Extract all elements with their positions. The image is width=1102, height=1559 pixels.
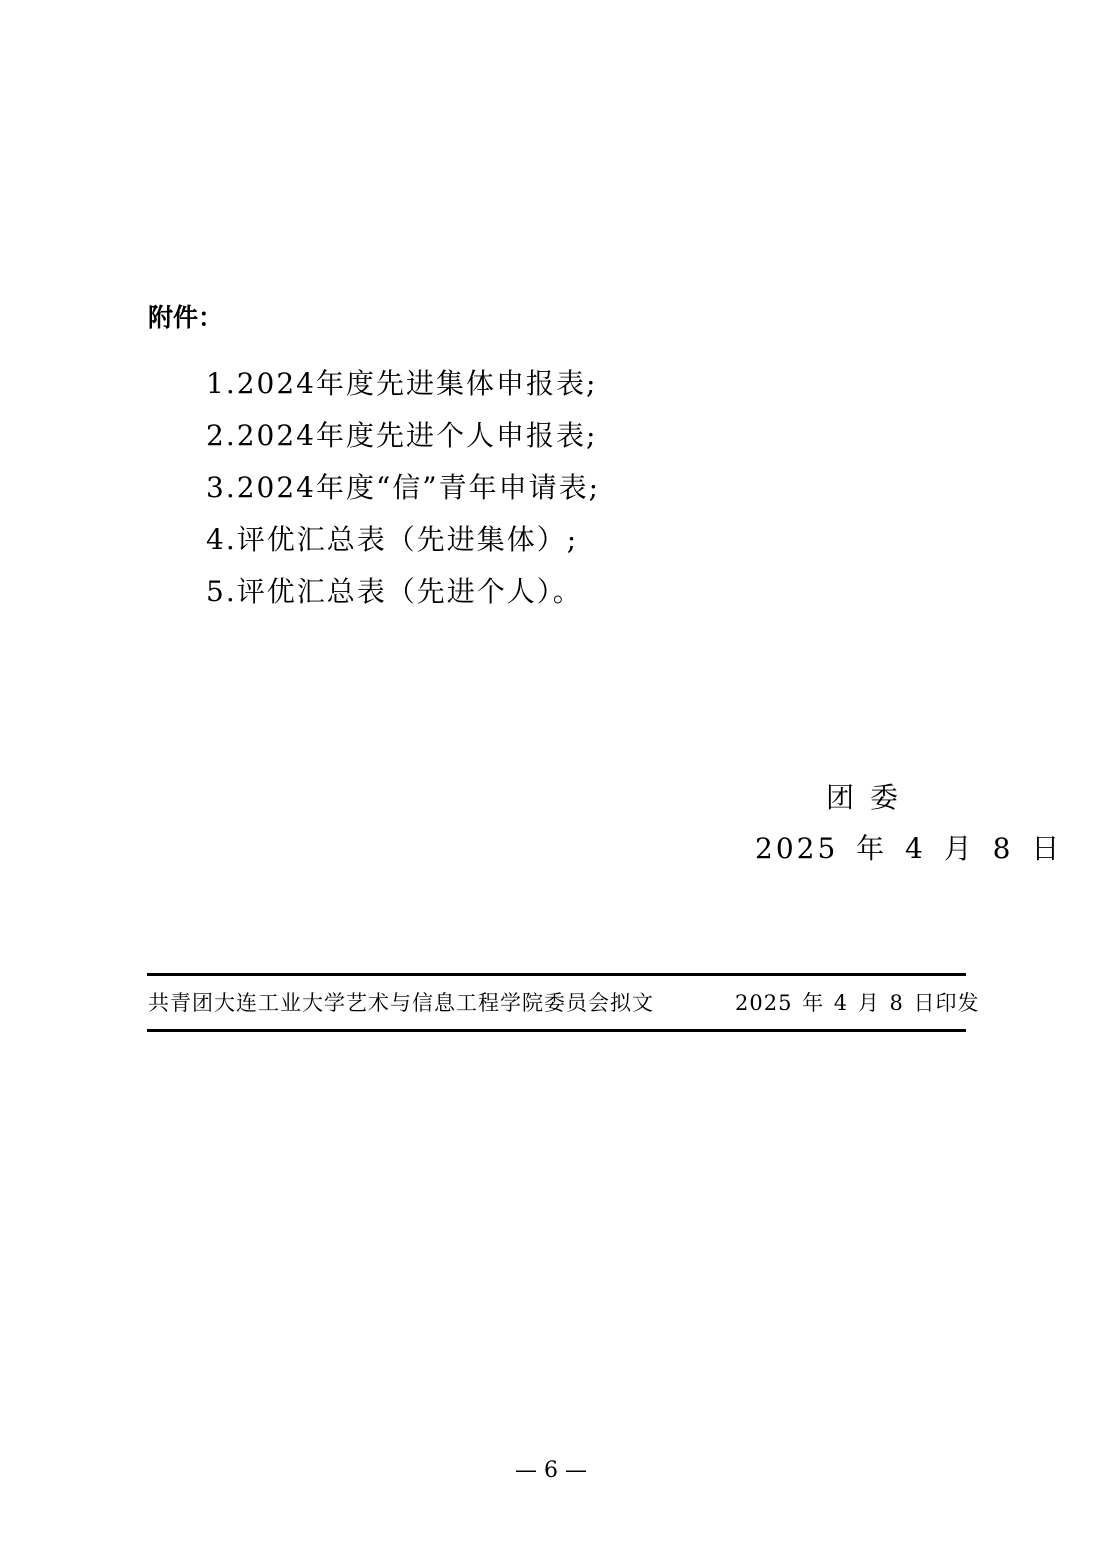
attachment-item: 4.评优汇总表（先进集体）; [206,523,579,556]
attachment-item: 5.评优汇总表（先进个人）。 [206,575,583,608]
attachments-heading: 附件： [148,303,224,332]
attachment-item: 2.2024年度先进个人申报表; [206,419,598,452]
footer-bottom-rule [147,1029,966,1032]
signature-organization: 团委 [826,781,915,814]
footer-issue-date: 2025 年 4 月 8 日印发 [735,991,980,1015]
footer-top-rule [147,973,966,976]
attachment-item: 1.2024年度先进集体申报表; [206,367,598,400]
attachments-list [206,362,600,622]
page-number: — 6 — [515,1458,587,1483]
attachment-item: 3.2024年度“信”青年申请表; [206,471,601,504]
footer-issuer: 共青团大连工业大学艺术与信息工程学院委员会拟文 [148,991,654,1015]
signature-date: 2025 年 4 月 8 日 [755,832,1063,865]
